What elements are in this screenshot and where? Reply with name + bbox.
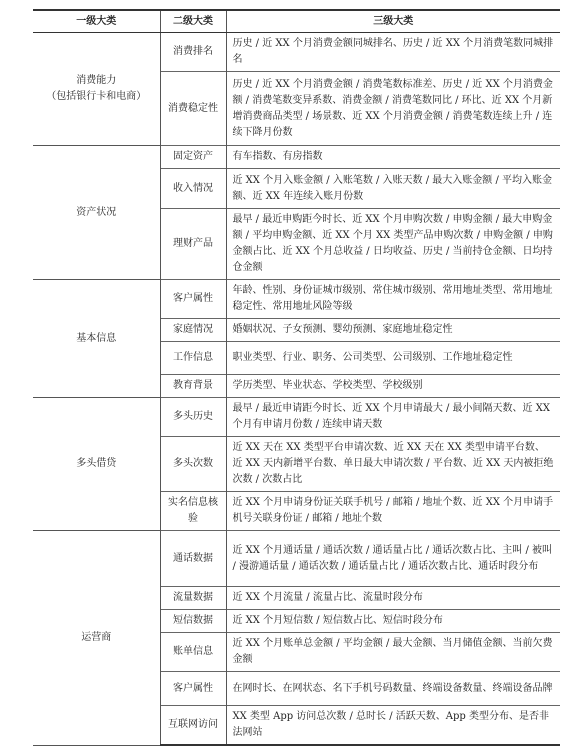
level2-category: 教育背景	[160, 375, 226, 398]
level2-category: 理财产品	[160, 209, 226, 280]
level2-category: 客户属性	[160, 280, 226, 319]
level3-items: 最早 / 最近申请距今时长、近 XX 个月申请最大 / 最小间隔天数、近 XX 个月有申请月份数 / 连续申请天数	[226, 398, 560, 437]
level2-category: 通话数据	[160, 531, 226, 587]
feature-category-table	[33, 9, 560, 746]
level3-items: 历史 / 近 XX 个月消费金额同城排名、历史 / 近 XX 个月消费笔数同城排名	[226, 33, 560, 72]
level1-category: 基本信息	[33, 280, 160, 398]
level1-category: 资产状况	[33, 146, 160, 280]
level2-category: 工作信息	[160, 342, 226, 375]
level2-category: 固定资产	[160, 146, 226, 169]
level2-category: 消费排名	[160, 33, 226, 72]
header-row	[33, 10, 560, 33]
table-row	[33, 33, 560, 72]
level2-category: 消费稳定性	[160, 72, 226, 146]
level3-items: XX 类型 App 访问总次数 / 总时长 / 活跃天数、App 类型分布、是否非法网站	[226, 706, 560, 746]
level2-category: 多头次数	[160, 437, 226, 492]
level3-items: 近 XX 个月申请身份证关联手机号 / 邮箱 / 地址个数、近 XX 个月申请手机号关联身份证 / 邮箱 / 地址个数	[226, 492, 560, 531]
level3-items: 近 XX 个月入账金额 / 入账笔数 / 入账天数 / 最大入账金额 / 平均入账金额、近 XX 年连续入账月份数	[226, 169, 560, 209]
level1-category: 消费能力 （包括银行卡和电商）	[33, 33, 160, 146]
level2-category: 互联网访问	[160, 706, 226, 746]
header-level3: 三级大类	[226, 10, 560, 33]
level2-category: 账单信息	[160, 633, 226, 672]
level2-category: 流量数据	[160, 587, 226, 610]
level3-items: 学历类型、毕业状态、学校类型、学校级别	[226, 375, 560, 398]
table-header	[33, 10, 560, 33]
level3-items: 最早 / 最近申购距今时长、近 XX 个月申购次数 / 申购金额 / 最大申购金额 / 平均申购金额、近 XX 个月 XX 类型产品申购次数 / 申购金额 / 申购金额占比、近 XX 个月总收益 / 日均收益、历史 / 当前持仓金额、日均持仓金额	[226, 209, 560, 280]
level3-items: 在网时长、在网状态、名下手机号码数量、终端设备数量、终端设备品牌	[226, 672, 560, 706]
table-row	[33, 146, 560, 169]
level3-items: 婚姻状况、子女预测、婴幼预测、家庭地址稳定性	[226, 319, 560, 342]
table-body	[33, 33, 560, 746]
level3-items: 历史 / 近 XX 个月消费金额 / 消费笔数标准差、历史 / 近 XX 个月消费金额 / 消费笔数变异系数、消费金额 / 消费笔数同比 / 环比、近 XX 个月新增消费商品类型 / 场景数、近 XX 个月消费金额 / 消费笔数连续上升 / 连续下降月份数	[226, 72, 560, 146]
header-level2: 二级大类	[160, 10, 226, 33]
level2-category: 家庭情况	[160, 319, 226, 342]
level3-items: 近 XX 个月短信数 / 短信数占比、短信时段分布	[226, 610, 560, 633]
table-row	[33, 531, 560, 587]
table-row	[33, 398, 560, 437]
level3-items: 年龄、性别、身份证城市级别、常住城市级别、常用地址类型、常用地址稳定性、常用地址风险等级	[226, 280, 560, 319]
level1-category: 多头借贷	[33, 398, 160, 531]
level3-items: 近 XX 个月流量 / 流量占比、流量时段分布	[226, 587, 560, 610]
level2-category: 实名信息核验	[160, 492, 226, 531]
level1-category: 运营商	[33, 531, 160, 746]
level3-items: 近 XX 个月通话量 / 通话次数 / 通话量占比 / 通话次数占比、主叫 / 被叫 / 漫游通话量 / 通话次数 / 通话量占比 / 通话次数占比、通话时段分布	[226, 531, 560, 587]
header-level1: 一级大类	[33, 10, 160, 33]
level2-category: 短信数据	[160, 610, 226, 633]
level3-items: 近 XX 个月账单总金额 / 平均金额 / 最大金额、当月储值金额、当前欠费金额	[226, 633, 560, 672]
level3-items: 近 XX 天在 XX 类型平台申请次数、近 XX 天在 XX 类型申请平台数、近 XX 天内新增平台数、单日最大申请次数 / 平台数、近 XX 天内被拒绝次数 / 次数占比	[226, 437, 560, 492]
level2-category: 收入情况	[160, 169, 226, 209]
level3-items: 职业类型、行业、职务、公司类型、公司级别、工作地址稳定性	[226, 342, 560, 375]
level2-category: 多头历史	[160, 398, 226, 437]
level3-items: 有车指数、有房指数	[226, 146, 560, 169]
table-row	[33, 280, 560, 319]
level2-category: 客户属性	[160, 672, 226, 706]
